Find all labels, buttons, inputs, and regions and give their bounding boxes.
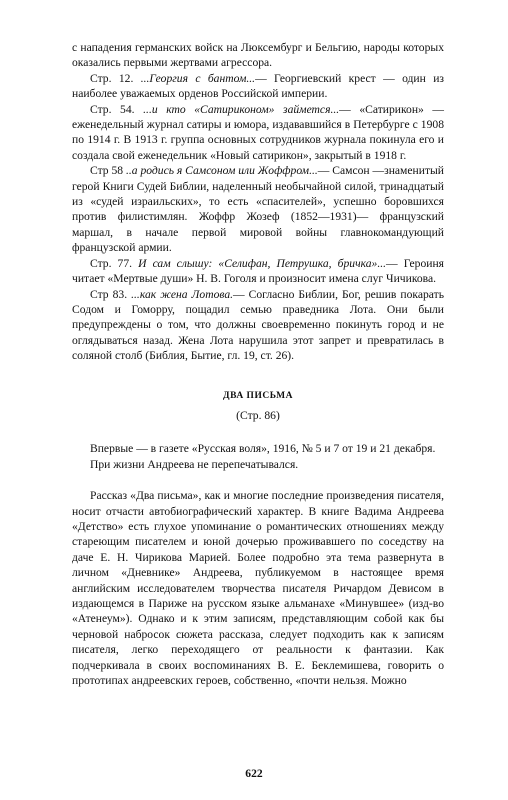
note-selifan	[72, 256, 444, 287]
note-georgiy	[72, 71, 444, 102]
note-ref: Стр. 54.	[90, 102, 144, 116]
note-quote: ..а родись я Самсоном или Жоффром...	[125, 164, 318, 178]
note-text: — Героиня читает «Мертвые души» Н. В. Гоголя и произносит имена слуг Чичикова.	[72, 256, 444, 286]
note-ref: Стр. 77.	[90, 256, 139, 270]
note-text: — «Сатирикон» — еженедельный журнал сатиры и юмора, издававшийся в Петербурге с 1908 по 1914 г. В 1913 г. группа основных сотрудников журнала покинула его и создала свой еженедельник «Новый сатирикон», закрытый в 1918 г.	[72, 102, 444, 162]
section-title: ДВА ПИСЬМА	[223, 390, 293, 401]
section-page-ref: (Стр. 86)	[236, 408, 280, 422]
note-ref: Стр 83.	[90, 287, 132, 301]
note-quote: ...как жена Лотова.	[131, 287, 234, 301]
note-ref: Стр. 12.	[90, 71, 141, 85]
note-text: — Георгиевский крест — один из наиболее уважаемых орденов Российской империи.	[72, 71, 444, 101]
note-quote: И сам слышу: «Селифан, Петрушка, бричка»...	[138, 256, 387, 270]
note-samson	[72, 163, 444, 255]
commentary-paragraph: Рассказ «Два письма», как и многие последние произведения писателя, носит отчасти автобиографический характер. В книге Вадима Андреева «Детство» есть глухое упоминание о романтических отношениях между стареющим писателем и юной дочерью проживавшего по соседству на даче Е. Н. Чирикова Марией. Более подробно эта тема развернута в личном «Дневнике» Андреева, публикуемом в настоящее время английским исследователем творчества писателя Ричардом Девисом в издающемся в Париже на русском языке альманахе «Минувшее» (изд-во «Атенеум»). Однако и к этим записям, представляющим собой как бы черновой набросок сюжета рассказа, следует подходить как к записям писателя, легко переходящего от реальности к фантазии. Как подчеркивала в своих воспоминаниях В. Е. Беклемишева, говорить о прототипах андреевских героев, собственно, «почти нельзя. Можно	[72, 489, 444, 688]
note-quote: ...Георгия с бантом...	[140, 71, 256, 85]
note-satirikon	[72, 102, 444, 164]
note-text: — Согласно Библии, Бог, решив покарать Содом и Гоморру, пощадил семью праведника Лота. Они были предупреждены о том, что должны своевременно покинуть город и не оглядываться назад. Жена Лота нарушила этот запрет и превратилась в соляной столб (Библия, Бытие, гл. 19, ст. 26).	[72, 287, 445, 363]
note-quote: ...и кто «Сатириконом» займется...	[143, 102, 340, 116]
note-continuation	[72, 40, 444, 71]
paragraph-gap	[72, 472, 444, 488]
note-text: — Самсон —знаменитый герой Книги Судей Библии, наделенный необычайной силой, тринадцатый из «судей израильских», то есть «спасителей», успешно боровшихся против филистимлян. Жоффр Жозеф (1852—1931)— французский маршал, в начале первой мировой войны главнокомандующий французской армии.	[72, 164, 445, 255]
note-lot	[72, 287, 444, 364]
note-text: с нападения германских войск на Люксембург и Бельгию, народы которых оказались первыми жертвами агрессора.	[72, 41, 444, 70]
lifetime-note: При жизни Андреева не перепечатывался.	[90, 457, 299, 471]
page-number: 622	[245, 767, 263, 780]
publication-info: Впервые — в газете «Русская воля», 1916, № 5 и 7 от 19 и 21 декабря.	[90, 442, 436, 456]
note-ref: Стр 58	[90, 164, 126, 178]
